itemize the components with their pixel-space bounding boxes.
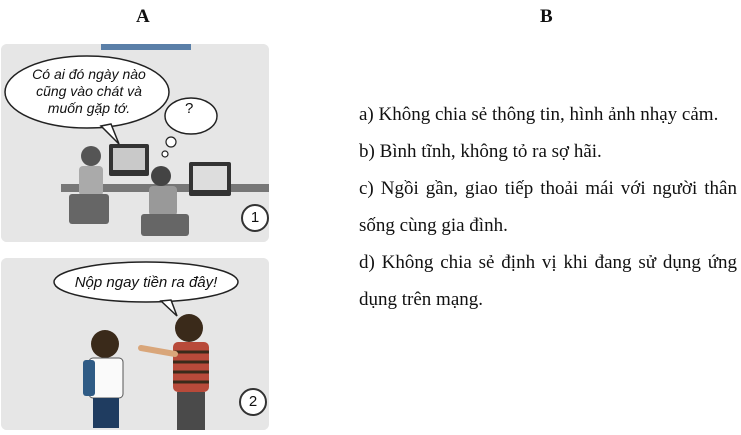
option-b: b) Bình tĩnh, không tỏ ra sợ hãi.	[359, 141, 602, 162]
speech-bubble-2-text: Nộp ngay tiền ra đây!	[74, 274, 218, 291]
column-b-header: B	[540, 6, 553, 27]
speech-bubble-1-text: Có ai đó ngày nào cũng vào chát và muốn gặp tớ.	[32, 66, 146, 116]
panel-2-number-badge: 2	[239, 388, 267, 416]
column-a-header: A	[136, 6, 150, 27]
option-a: a) Không chia sẻ thông tin, hình ảnh nhạy cảm.	[359, 104, 719, 125]
thought-bubble-question: ?	[185, 100, 194, 117]
column-b-options	[359, 96, 737, 318]
option-c: c) Ngồi gần, giao tiếp thoải mái với người thân sống cùng gia đình.	[359, 178, 737, 236]
panel-1-number-badge: 1	[241, 204, 269, 232]
illustration-panel-2	[1, 258, 269, 430]
illustration-panel-1	[1, 44, 269, 242]
option-d: d) Không chia sẻ định vị khi đang sử dụng ứng dụng trên mạng.	[359, 252, 737, 310]
